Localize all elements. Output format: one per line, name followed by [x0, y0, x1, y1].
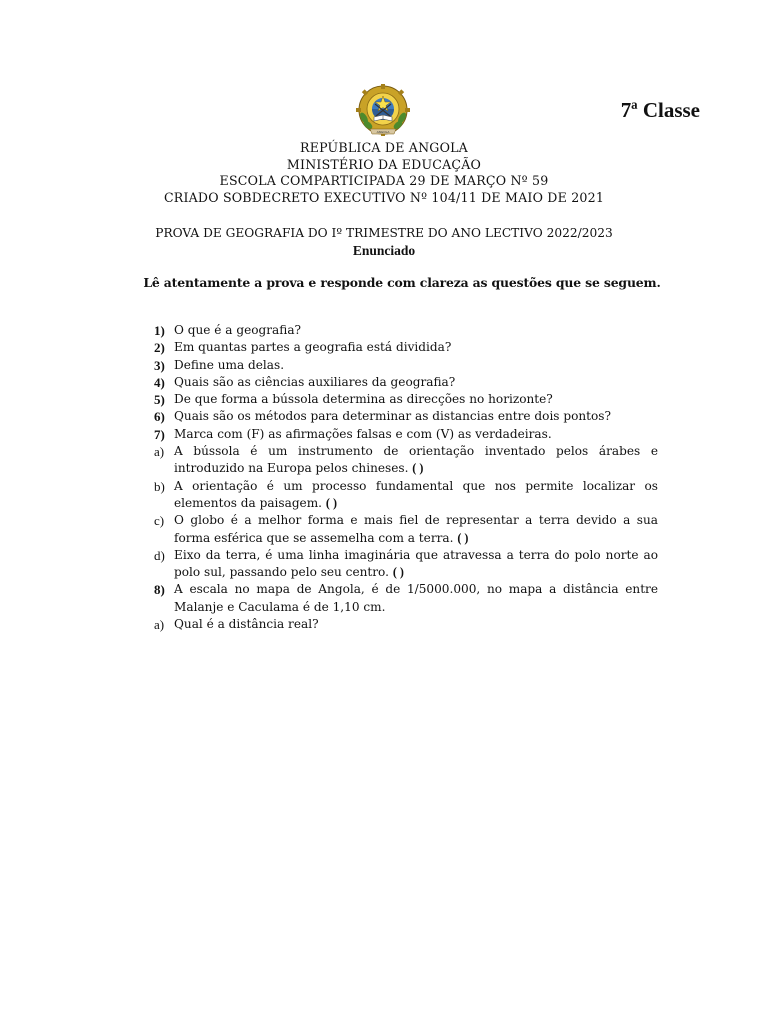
question-text: [174, 443, 658, 478]
emblem-ribbon-text: ANGOLA: [376, 130, 390, 134]
question-text-body: Define uma delas.: [174, 357, 285, 372]
question-item: [152, 357, 658, 374]
question-text: [174, 357, 658, 374]
question-subitem: [152, 616, 658, 633]
question-number: 6): [154, 409, 165, 425]
header-decree: CRIADO SOBDECRETO EXECUTIVO Nº 104/11 DE MAIO DE 2021: [163, 189, 605, 205]
question-text: [174, 581, 658, 616]
question-item: [152, 581, 658, 616]
question-subitem: [152, 547, 658, 582]
grade-label: 7ª Classe: [620, 98, 700, 122]
question-text: [174, 339, 658, 356]
question-item: [152, 391, 658, 408]
question-text-body: Quais são os métodos para determinar as distancias entre dois pontos?: [174, 409, 611, 424]
question-text-body: A bússola é um instrumento de orientação inventado pelos árabes e introduzido na Europa pelos chineses.: [174, 444, 658, 476]
question-text-body: Em quantas partes a geografia está dividida?: [174, 340, 452, 355]
question-item: [152, 322, 658, 339]
answer-bracket[interactable]: ( ): [392, 565, 404, 580]
question-item: [152, 408, 658, 425]
header-country: REPÚBLICA DE ANGOLA: [300, 140, 468, 155]
question-subitem: [152, 478, 658, 513]
subitem-letter: b): [154, 478, 165, 494]
question-subitem: [152, 443, 658, 478]
question-text-body: A escala no mapa de Angola, é de 1/5000.000, no mapa a distância entre Malanje e Caculama é de 1,10 cm.: [174, 582, 658, 614]
question-number: 5): [154, 392, 165, 408]
question-text-body: Marca com (F) as afirmações falsas e com (V) as verdadeiras.: [174, 426, 552, 441]
institution-header: [0, 140, 768, 206]
answer-bracket[interactable]: ( ): [325, 495, 337, 510]
header-school: ESCOLA COMPARTICIPADA 29 DE MARÇO Nº 59: [219, 173, 549, 188]
question-text: [174, 408, 658, 425]
question-item: [152, 374, 658, 391]
question-text-body: Quais são as ciências auxiliares da geografia?: [174, 374, 456, 389]
question-text-body: O que é a geografia?: [174, 323, 302, 337]
question-text: [174, 426, 658, 443]
question-number: 3): [154, 357, 165, 373]
question-text-body: Eixo da terra, é uma linha imaginária que atravessa a terra do polo norte ao polo sul, passando pelo seu centro.: [174, 547, 658, 580]
question-text-body: Qual é a distância real?: [174, 617, 319, 632]
question-text: [174, 374, 658, 391]
question-text: [174, 512, 658, 547]
question-number: 7): [154, 426, 165, 442]
subitem-letter: a): [154, 617, 165, 633]
exam-subtitle: Enunciado: [352, 243, 416, 258]
question-text-body: O globo é a melhor forma e mais fiel de representar a terra devido a sua forma esférica que se assemelha com a terra.: [174, 513, 658, 545]
question-text: [174, 391, 658, 408]
answer-bracket[interactable]: ( ): [412, 461, 424, 476]
question-list: [152, 322, 658, 633]
question-text: [174, 478, 658, 513]
question-text: [174, 322, 658, 339]
question-item: [152, 339, 658, 356]
subitem-letter: d): [154, 547, 165, 563]
question-text-body: De que forma a bússola determina as direcções no horizonte?: [174, 392, 553, 407]
question-text: [174, 547, 658, 582]
question-number: 2): [154, 340, 165, 356]
question-number: 1): [154, 323, 165, 338]
subitem-letter: a): [154, 444, 165, 460]
header-ministry: MINISTÉRIO DA EDUCAÇÃO: [286, 156, 482, 172]
question-text: [174, 616, 658, 633]
subitem-letter: c): [154, 513, 165, 529]
exam-instruction: Lê atentamente a prova e responde com clareza as questões que se seguem.: [143, 275, 661, 290]
question-text-body: A orientação é um processo fundamental que nos permite localizar os elementos da paisagem.: [174, 478, 658, 510]
question-item: [152, 426, 658, 443]
answer-bracket[interactable]: ( ): [457, 530, 469, 545]
question-number: 4): [154, 374, 165, 390]
question-number: 8): [154, 582, 165, 598]
question-subitem: [152, 512, 658, 547]
angola-coat-of-arms-icon: [356, 84, 410, 140]
exam-title: PROVA DE GEOGRAFIA DO Iº TRIMESTRE DO ANO LECTIVO 2022/2023: [155, 226, 613, 240]
